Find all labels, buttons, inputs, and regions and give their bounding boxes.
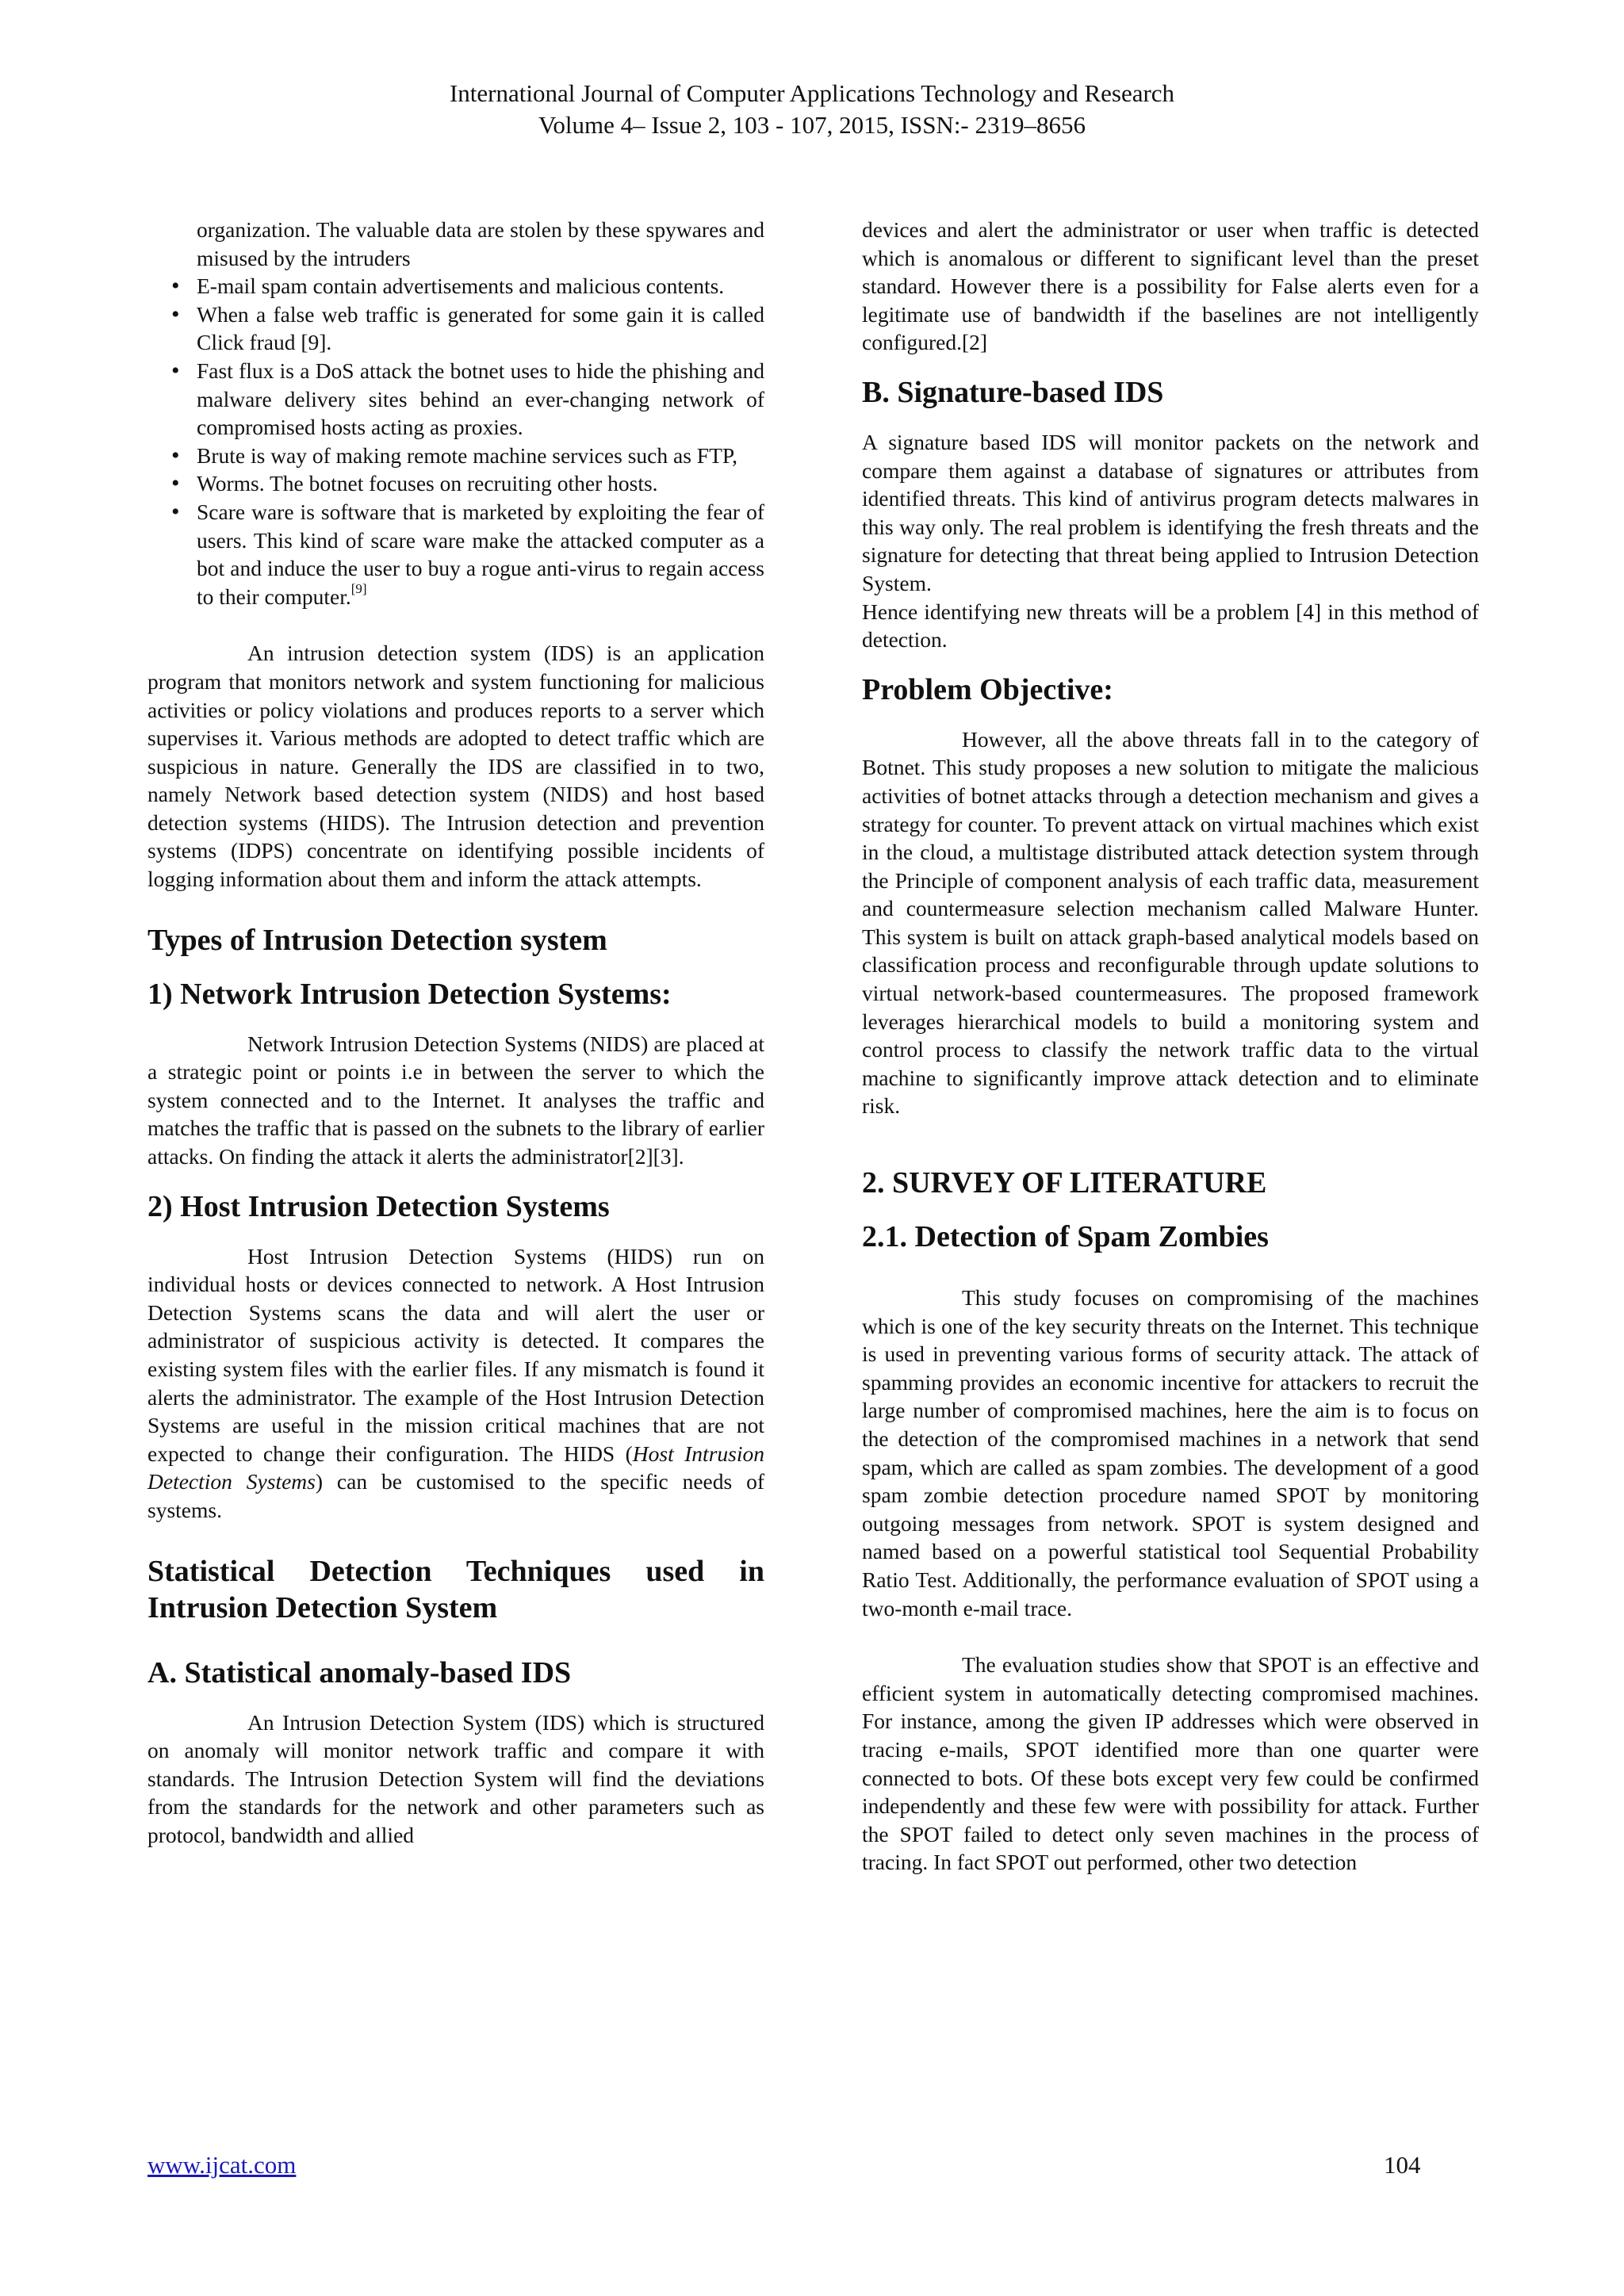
- spam-paragraph-2: The evaluation studies show that SPOT is an effective and efficient system in automatically detecting compromised machines. For instance, among the given IP addresses which were observed in tracing e-mails, SPOT identified more than one quarter were connected to bots. Of these bots except very few could be confirmed independently and these few were with possibility for attack. Further the SPOT failed to detect only seven machines in the process of tracing. In fact SPOT out performed, other two detection: [862, 1652, 1479, 1875]
- journal-url-link[interactable]: www.ijcat.com: [147, 2151, 297, 2179]
- journal-header: [0, 78, 1624, 141]
- signature-heading: B. Signature-based IDS: [862, 375, 1164, 409]
- left-column: [147, 216, 764, 1850]
- threat-list: [147, 272, 764, 610]
- bullet-continuation: organization. The valuable data are stolen by these spywares and misused by the intruders: [197, 217, 764, 270]
- survey-heading: 2. SURVEY OF LITERATURE: [862, 1166, 1267, 1200]
- journal-volume: Volume 4– Issue 2, 103 - 107, 2015, ISSN:- 2319–8656: [538, 111, 1086, 139]
- anomaly-paragraph: An Intrusion Detection System (IDS) which is structured on anomaly will monitor network traffic and compare it with standards. The Intrusion Detection System will find the deviations from the standards for the network and other parameters such as protocol, bandwidth and allied: [147, 1709, 764, 1847]
- signature-paragraph-2: Hence identifying new threats will be a problem [4] in this method of detection.: [862, 599, 1479, 652]
- anomaly-heading: A. Statistical anomaly-based IDS: [147, 1655, 572, 1689]
- nids-paragraph: Network Intrusion Detection Systems (NIDS) are placed at a strategic point or points i.e in between the server to which the system connected and to the Internet. It analyses the traffic and matches the traffic that is passed on the subnets to the library of earlier attacks. On finding the attack it alerts the administrator[2][3].: [147, 1031, 764, 1169]
- types-heading: Types of Intrusion Detection system: [147, 923, 607, 957]
- problem-heading: Problem Objective:: [862, 672, 1113, 706]
- ids-paragraph: An intrusion detection system (IDS) is an application program that monitors network and system functioning for malicious activities or policy violations and produces reports to a server which supervises it. Various methods are adopted to detect traffic which are suspicious in nature. Generally the IDS are classified in to two, namely Network based detection system (NIDS) and host based detection systems (HIDS). The Intrusion detection and prevention systems (IDPS) concentrate on identifying possible incidents of logging information about them and inform the attack attempts.: [147, 641, 764, 892]
- statistical-heading: Statistical Detection Techniques used in Intrusion Detection System: [147, 1554, 764, 1624]
- spam-paragraph-1: This study focuses on compromising of the machines which is one of the key security threats on the Internet. This technique is used in preventing various forms of security attack. The attack of spamming provides an economic incentive for attackers to recruit the large number of compromised machines, here the aim is to focus on the detection of the compromised machines in a network that send spam, which are called as spam zombies. The development of a good spam zombie detection procedure named SPOT by monitoring outgoing messages from network. SPOT is system designed and named based on a powerful statistical tool Sequential Probability Ratio Test. Additionally, the performance evaluation of SPOT using a two-month e-mail trace.: [862, 1285, 1479, 1621]
- list-item: • Worms. The botnet focuses on recruiting other hosts.: [147, 469, 764, 498]
- anomaly-continuation: devices and alert the administrator or user when traffic is detected which is anomalous or different to significant level than the preset standard. However there is a possibility for False alerts even for a legitimate use of bandwidth if the baselines are not intelligently configured.[2]: [862, 217, 1479, 355]
- list-item: [147, 498, 764, 610]
- spam-heading: 2.1. Detection of Spam Zombies: [862, 1220, 1269, 1254]
- right-column: [862, 216, 1479, 1877]
- journal-title: International Journal of Computer Applications Technology and Research: [449, 79, 1175, 107]
- page-number: 104: [1384, 2151, 1421, 2179]
- hids-paragraph: Host Intrusion Detection Systems (HIDS) run on individual hosts or devices connected to network. A Host Intrusion Detection Systems scans the data and will alert the user or administrator of suspicious activity is detected. It compares the existing system files with the earlier files. If any mismatch is found it alerts the administrator. The example of the Host Intrusion Detection Systems are useful in the mission critical machines that are not expected to change their configuration. The HIDS (Host Intrusion Detection Systems) can be customised to the specific needs of systems.: [147, 1243, 764, 1522]
- signature-paragraph: A signature based IDS will monitor packets on the network and compare them against a database of signatures or attributes from identified threats. This kind of antivirus program detects malwares in this way only. The real problem is identifying the fresh threats and the signature for detecting that threat being applied to Intrusion Detection System.: [862, 429, 1479, 595]
- scare-ware-text: Scare ware is software that is marketed by exploiting the fear of users. This kind of scare ware make the attacked computer as a bot and induce the user to buy a rogue anti-virus to regain access to their computer.: [197, 499, 764, 609]
- hids-heading: 2) Host Intrusion Detection Systems: [147, 1189, 610, 1223]
- list-item: • Brute is way of making remote machine services such as FTP,: [147, 442, 764, 470]
- problem-paragraph: However, all the above threats fall in to the category of Botnet. This study proposes a new solution to mitigate the malicious activities of botnet attacks through a detection mechanism and gives a strategy for counter. To prevent attack on virtual machines which exist in the cloud, a multistage distributed attack detection system through the Principle of component analysis of each traffic data, measurement and countermeasure selection mechanism called Malware Hunter. This system is built on attack graph-based analytical models based on classification process and reconfigurable through update solutions to virtual network-based countermeasures. The proposed framework leverages hierarchical models to build a monitoring system and control process to classify the network traffic data to the virtual machine to significantly improve attack detection and to eliminate risk.: [862, 726, 1479, 1119]
- list-item: • Fast flux is a DoS attack the botnet uses to hide the phishing and malware delivery sites behind an ever-changing network of compromised hosts acting as proxies.: [147, 357, 764, 442]
- citation-ref: [9]: [350, 580, 367, 596]
- nids-heading: 1) Network Intrusion Detection Systems:: [147, 977, 672, 1011]
- list-item: • When a false web traffic is generated for some gain it is called Click fraud [9].: [147, 300, 764, 357]
- list-item: • E-mail spam contain advertisements and malicious contents.: [147, 272, 764, 300]
